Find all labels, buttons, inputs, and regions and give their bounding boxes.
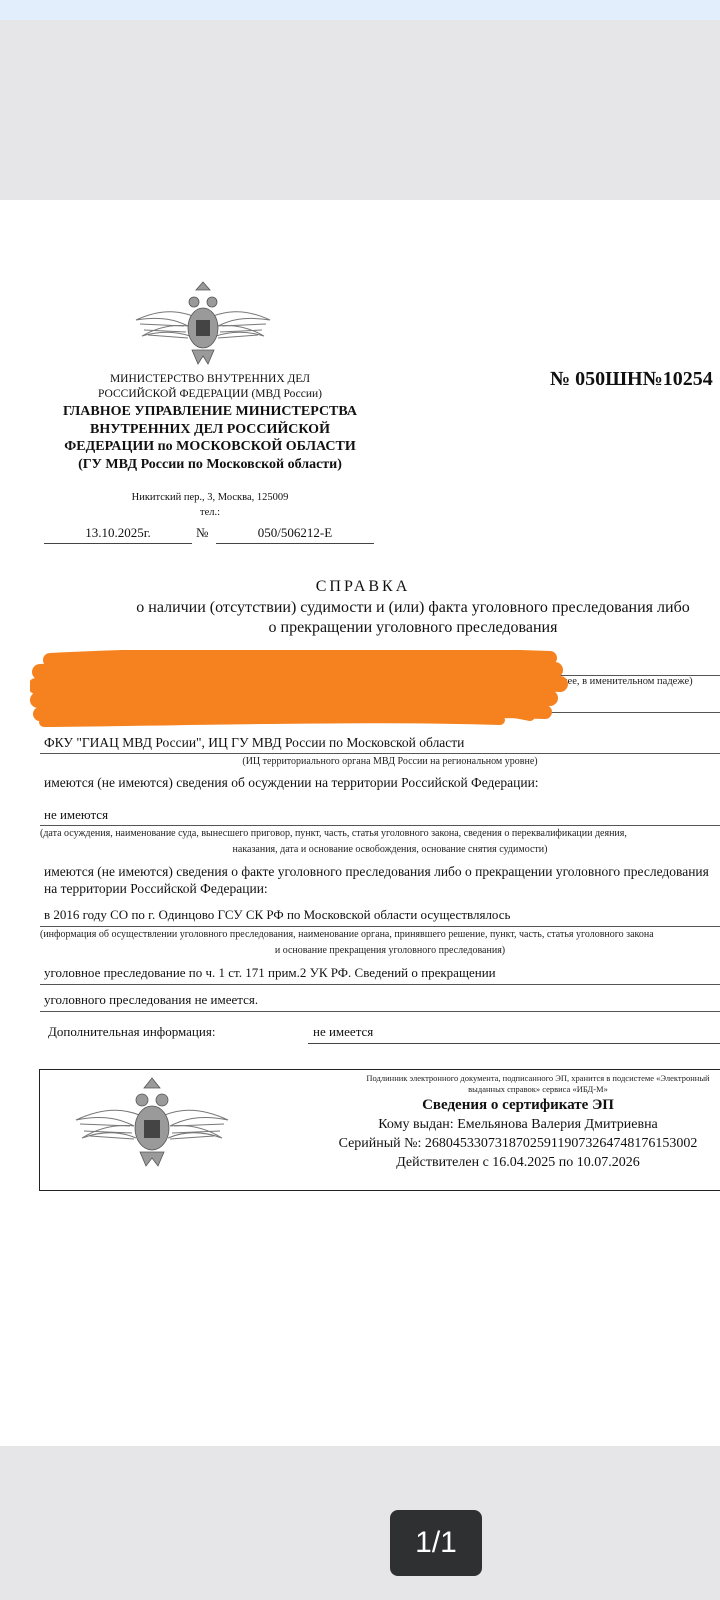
document-date: 13.10.2025г.	[85, 525, 151, 540]
subtitle-line: о прекращении уголовного преследования	[268, 619, 558, 636]
conviction-caption: наказания, дата и основание освобождения, основание снятия судимости)	[232, 844, 548, 855]
eagle-emblem-icon	[132, 280, 274, 366]
conviction-question: имеются (не имеются) сведения об осуждении на территории Российской Федерации:	[44, 775, 539, 790]
prosecution-answer: уголовное преследование по ч. 1 ст. 171 прим.2 УК РФ. Сведений о прекращении	[44, 965, 496, 980]
person-caption: ранее, в именительном падеже)	[552, 676, 693, 687]
info-center-caption: (ИЦ территориального органа МВД России на региональном уровне)	[242, 756, 538, 767]
additional-info-rule	[308, 1043, 720, 1044]
signature-note-line: Подлинник электронного документа, подписанного ЭП, хранится в подсистеме «Электронный	[366, 1073, 710, 1083]
number-underline	[216, 543, 374, 544]
signature-note-line: выданных справок» сервиса «ИБД-М»	[468, 1084, 608, 1094]
signature-validity: Действителен с 16.04.2025 по 10.07.2026	[396, 1155, 640, 1170]
ministry-bold-line: (ГУ МВД России по Московской области)	[78, 456, 342, 472]
address-line: Никитский пер., 3, Москва, 125009	[131, 492, 289, 503]
signature-issued-to: Кому выдан: Емельянова Валерия Дмитриевна	[378, 1117, 658, 1132]
page-indicator: 1/1	[390, 1510, 482, 1576]
document-subtitle	[60, 598, 720, 638]
signature-eagle-emblem-icon	[72, 1076, 232, 1168]
prosecution-caption: (информация об осуществлении уголовного преследования, наименование органа, принявшего решение, пункт, часть, статья уголовного закона	[40, 929, 654, 940]
prosecution-answer: в 2016 году СО по г. Одинцово ГСУ СК РФ по Московской области осуществлялось	[44, 907, 511, 922]
signature-serial: Серийный №: 268045330731870259119073264748176153002	[338, 1136, 698, 1151]
prosecution-question: на территории Российской Федерации:	[44, 881, 268, 896]
prosecution-rule	[40, 984, 720, 985]
ministry-bold-line: ГЛАВНОЕ УПРАВЛЕНИЕ МИНИСТЕРСТВА	[63, 404, 357, 419]
signature-title: Сведения о сертификате ЭП	[422, 1097, 614, 1113]
certificate-number: № 050ШН№10254	[550, 368, 713, 390]
status-bar	[0, 0, 720, 20]
subtitle-line: о наличии (отсутствии) судимости и (или) факта уголовного преследования либо	[136, 599, 690, 616]
document-title: СПРАВКА	[315, 578, 411, 595]
additional-info-label: Дополнительная информация:	[48, 1024, 216, 1039]
prosecution-question: имеются (не имеются) сведения о факте уголовного преследования либо о прекращении уголовного преследования	[44, 864, 709, 879]
ministry-bold-line: ФЕДЕРАЦИИ по МОСКОВСКОЙ ОБЛАСТИ	[64, 439, 356, 454]
prosecution-caption: и основание прекращения уголовного преследования)	[274, 945, 506, 956]
conviction-answer: не имеются	[44, 807, 109, 822]
prosecution-answer: уголовного преследования не имеется.	[44, 992, 259, 1007]
ministry-name-small	[40, 372, 380, 402]
info-center-rule	[40, 753, 720, 754]
additional-info-value: не имеется	[313, 1024, 374, 1039]
document-number-label: №	[196, 525, 209, 540]
info-center-name: ФКУ "ГИАЦ МВД России", ИЦ ГУ МВД России по Московской области	[44, 735, 465, 750]
conviction-rule	[40, 825, 720, 826]
redaction-scribble	[30, 650, 570, 730]
ministry-name-bold	[40, 403, 380, 473]
prosecution-rule	[40, 1011, 720, 1012]
prosecution-rule	[40, 926, 720, 927]
ministry-small-line: РОССИЙСКОЙ ФЕДЕРАЦИИ (МВД России)	[98, 388, 322, 400]
conviction-caption: (дата осуждения, наименование суда, вынесшего приговор, пункт, часть, статья уголовного закона, сведения о переквалификации деяния,	[40, 828, 627, 839]
ministry-small-line: МИНИСТЕРСТВО ВНУТРЕННИХ ДЕЛ	[109, 373, 311, 385]
document-page[interactable]	[0, 200, 720, 1446]
address-block	[40, 490, 380, 520]
date-underline	[44, 543, 192, 544]
ministry-bold-line: ВНУТРЕННИХ ДЕЛ РОССИЙСКОЙ	[90, 421, 330, 437]
phone-label: тел.:	[199, 507, 221, 518]
signature-note	[318, 1073, 720, 1095]
document-number: 050/506212-Е	[257, 525, 333, 540]
